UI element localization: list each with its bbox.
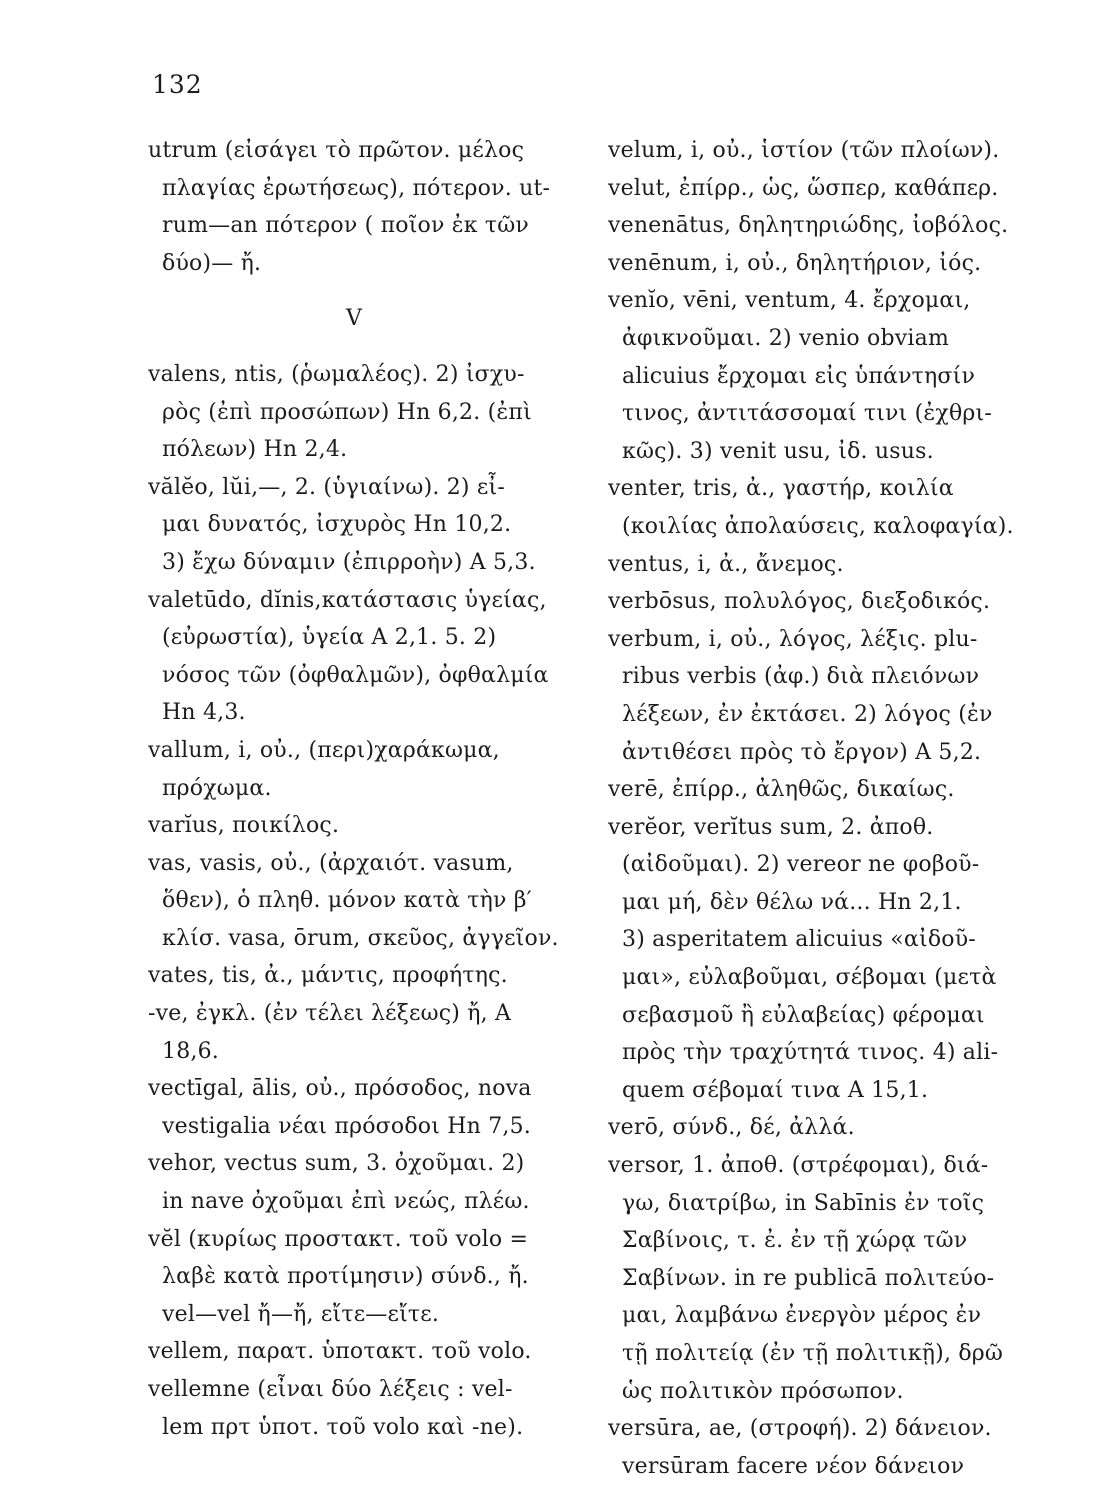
dictionary-line: versor, 1. ἀποθ. (στρέφομαι), διά-: [608, 1153, 989, 1179]
blank-line: [148, 282, 580, 300]
dictionary-line: versūra, ae, (στροφή). 2) δάνειον.: [608, 1416, 992, 1442]
dictionary-line: verē, ἐπίρρ., ἀληθῶς, δικαίως.: [608, 777, 955, 803]
dictionary-line: πρόχωμα.: [162, 775, 272, 801]
dictionary-line: 3) ἔχω δύναμιν (ἐπιρροὴν) A 5,3.: [162, 549, 536, 575]
dictionary-line: πόλεων) Ηn 2,4.: [162, 437, 348, 463]
dictionary-line: venenātus, δηλητηριώδης, ἰοβόλος.: [608, 213, 1009, 239]
dictionary-line: verbum, i, οὐ., λόγος, λέξις. plu-: [608, 626, 978, 652]
left-column: [148, 132, 580, 1446]
dictionary-line: vectīgal, ālis, οὐ., πρόσοδος, nova: [148, 1076, 532, 1102]
dictionary-line: μαι μή, δὲν θέλω νά... Ηn 2,1.: [622, 889, 962, 915]
dictionary-line: λαβὲ κατὰ προτίμησιν) σύνδ., ἤ.: [162, 1264, 529, 1290]
dictionary-line: (εὐρωστία), ὑγεία A 2,1. 5. 2): [162, 625, 497, 651]
dictionary-line: vellem, παρατ. ὑποτακτ. τοῦ volo.: [148, 1339, 532, 1365]
dictionary-line: vallum, i, οὐ., (περι)χαράκωμα,: [148, 737, 500, 763]
dictionary-line: ὅθεν), ὁ πληθ. μόνον κατὰ τὴν β′: [162, 888, 532, 914]
dictionary-line: ἀντιθέσει πρὸς τὸ ἔργον) A 5,2.: [622, 739, 982, 765]
dictionary-line: vestigalia νέαι πρόσοδοι Ηn 7,5.: [162, 1113, 531, 1139]
dictionary-line: varĭus, ποικίλος.: [148, 813, 340, 839]
dictionary-line: vehor, vectus sum, 3. ὀχοῦμαι. 2): [148, 1151, 525, 1177]
dictionary-line: in nave ὀχοῦμαι ἐπὶ νεώς, πλέω.: [162, 1189, 530, 1215]
dictionary-line: μαι δυνατός, ἰσχυρὸς Ηn 10,2.: [162, 512, 512, 538]
dictionary-line: ρὸς (ἐπὶ προσώπων) Ηn 6,2. (ἐπὶ: [162, 399, 532, 425]
dictionary-line: κῶς). 3) venit usu, ἰδ. usus.: [622, 438, 934, 464]
dictionary-line: verbōsus, πολυλόγος, διεξοδικός.: [608, 589, 991, 615]
dictionary-line: versūram facere νέον δάνειον: [622, 1453, 965, 1479]
dictionary-line: τῇ πολιτείᾳ (ἐν τῇ πολιτικῇ), δρῶ: [622, 1341, 1004, 1366]
dictionary-line: ribus verbis (ἀφ.) διὰ πλειόνων: [622, 664, 980, 690]
dictionary-line: τινος, ἀντιτάσσομαί τινι (ἐχθρι-: [622, 401, 992, 427]
dictionary-line: verĕor, verĭtus sum, 2. ἀποθ.: [608, 814, 934, 840]
dictionary-line: 18,6.: [162, 1038, 219, 1064]
dictionary-line: vates, tis, ἀ., μάντις, προφήτης.: [148, 963, 508, 989]
dictionary-line: ἀφικνοῦμαι. 2) venio obviam: [622, 325, 950, 351]
dictionary-line: valens, ntis, (ῥωμαλέος). 2) ἰσχυ-: [148, 361, 525, 387]
dictionary-line: vel—vel ἤ—ἤ, εἴτε—εἴτε.: [162, 1301, 440, 1327]
dictionary-line: vas, vasis, οὐ., (ἀρχαιότ. vasum,: [148, 850, 514, 876]
dictionary-line: rum—an πότερον ( ποῖον ἐκ τῶν: [162, 213, 529, 239]
dictionary-line: vĕl (κυρίως προστακτ. τοῦ volo =: [148, 1226, 529, 1252]
dictionary-line: -ve, ἐγκλ. (ἐν τέλει λέξεως) ἤ, A: [148, 1001, 512, 1027]
dictionary-line: velum, i, οὐ., ἱστίον (τῶν πλοίων).: [608, 138, 1000, 163]
dictionary-line: σεβασμοῦ ἢ εὐλαβείας) φέρομαι: [622, 1002, 985, 1028]
dictionary-line: ventus, i, ἀ., ἄνεμος.: [608, 551, 844, 577]
dictionary-line: πλαγίας ἐρωτήσεως), πότερον. ut-: [162, 175, 551, 201]
dictionary-line: δύο)— ἤ.: [162, 250, 262, 276]
dictionary-line: venter, tris, ἀ., γαστήρ, κοιλία: [608, 476, 954, 502]
dictionary-line: λέξεων, ἐν ἐκτάσει. 2) λόγος (ἐν: [622, 701, 993, 727]
dictionary-line: ὡς πολιτικὸν πρόσωπον.: [622, 1378, 904, 1404]
dictionary-line: (κοιλίας ἀπολαύσεις, καλοφαγία).: [622, 513, 1014, 539]
dictionary-line: γω, διατρίβω, in Sabīnis ἐν τοῖς: [622, 1190, 985, 1216]
dictionary-line: πρὸς τὴν τραχύτητά τινος. 4) ali-: [622, 1040, 999, 1066]
dictionary-line: valetūdo, dĭnis,κατάστασις ὑγείας,: [148, 587, 547, 613]
section-letter-heading: V: [345, 306, 363, 332]
dictionary-line: vălĕo, lŭi,—, 2. (ὑγιαίνω). 2) εἶ-: [148, 474, 505, 500]
dictionary-line: velut, ἐπίρρ., ὡς, ὥσπερ, καθάπερ.: [608, 175, 999, 201]
dictionary-line: Σαβίνοις, τ. ἐ. ἐν τῇ χώρᾳ τῶν: [622, 1228, 968, 1254]
dictionary-line: lem πρτ ὑποτ. τοῦ volo καὶ -ne).: [162, 1414, 524, 1440]
dictionary-line: alicuius ἔρχομαι εἰς ὑπάντησίν: [622, 363, 976, 389]
dictionary-line: κλίσ. vasa, ōrum, σκεῦος, ἀγγεῖον.: [162, 925, 559, 951]
right-column: [608, 132, 1048, 1485]
dictionary-line: μαι», εὐλαβοῦμαι, σέβομαι (μετὰ: [622, 965, 997, 991]
blank-line: [148, 338, 580, 356]
dictionary-line: venĭo, vēni, ventum, 4. ἔρχομαι,: [608, 288, 971, 314]
dictionary-line: vellemne (εἶναι δύο λέξεις : vel-: [148, 1377, 513, 1402]
dictionary-line: νόσος τῶν (ὀφθαλμῶν), ὀφθαλμία: [162, 662, 549, 688]
page-number: 132: [152, 70, 203, 99]
dictionary-line: quem σέβομαί τινα A 15,1.: [622, 1077, 929, 1103]
dictionary-line: 3) asperitatem alicuius «αἰδοῦ-: [622, 927, 976, 953]
dictionary-line: venēnum, i, οὐ., δηλητήριον, ἰός.: [608, 250, 982, 276]
dictionary-line: Ηn 4,3.: [162, 700, 246, 726]
dictionary-line: Σαβίνων. in re publicā πολιτεύο-: [622, 1265, 995, 1291]
dictionary-line: μαι, λαμβάνω ἐνεργὸν μέρος ἐν: [622, 1303, 982, 1329]
dictionary-line: verō, σύνδ., δέ, ἀλλά.: [608, 1115, 855, 1141]
dictionary-line: (αἰδοῦμαι). 2) vereor ne φοβοῦ-: [622, 852, 980, 878]
dictionary-line: utrum (εἰσάγει τὸ πρῶτον. μέλος: [148, 138, 525, 163]
